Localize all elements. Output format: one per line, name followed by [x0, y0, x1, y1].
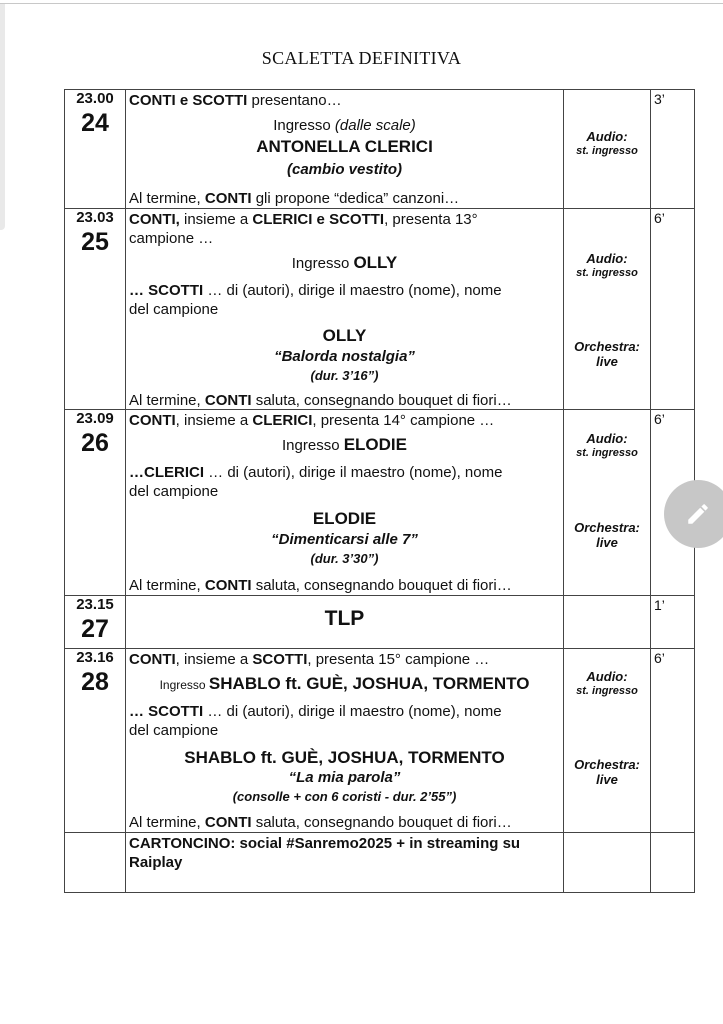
- closing-line: Al termine, CONTI saluta, consegnando bouquet di fiori…: [129, 577, 512, 594]
- content-cell: [126, 410, 564, 596]
- segment-number: 24: [81, 109, 109, 137]
- artist-name: ANTONELLA CLERICI: [256, 137, 433, 156]
- direction-line-2: del campione: [129, 301, 219, 318]
- performer-name: SHABLO ft. GUÈ, JOSHUA, TORMENTO: [184, 748, 505, 767]
- content-cell: [126, 649, 564, 833]
- audio-note: Audio: st. ingresso: [576, 669, 638, 697]
- time-cell: [65, 833, 126, 893]
- orchestra-note: Orchestra: live: [574, 520, 640, 550]
- pencil-icon: [685, 501, 711, 527]
- entrance-line: Ingresso (dalle scale): [273, 117, 416, 134]
- time-cell: [65, 209, 126, 410]
- song-duration: (consolle + con 6 coristi - dur. 2’55”): [232, 789, 457, 804]
- content-cell: [126, 596, 564, 649]
- entrance-line: Ingresso ELODIE: [282, 435, 407, 454]
- time-label: 23.16: [76, 649, 114, 666]
- technical-cell: [564, 596, 651, 649]
- table-row: [65, 209, 695, 410]
- direction-line-2: del campione: [129, 483, 219, 500]
- left-edge-tab: [0, 4, 5, 230]
- segment-number: 26: [81, 429, 109, 457]
- document-title: SCALETTA DEFINITIVA: [261, 48, 462, 68]
- segment-number: 28: [81, 668, 109, 696]
- time-label: 23.00: [76, 90, 114, 107]
- song-duration: (dur. 3’16”): [310, 368, 379, 383]
- closing-line: Al termine, CONTI gli propone “dedica” canzoni…: [129, 190, 460, 207]
- technical-cell: [564, 90, 651, 209]
- orchestra-note: Orchestra: live: [574, 757, 640, 787]
- technical-cell: [564, 649, 651, 833]
- song-title: “Dimenticarsi alle 7”: [271, 531, 418, 548]
- duration-cell: 1’: [651, 596, 695, 649]
- time-cell: [65, 90, 126, 209]
- cartoncino-note: CARTONCINO: social #Sanremo2025 + in streaming su Raiplay: [129, 835, 521, 871]
- duration-cell: [651, 833, 695, 893]
- audio-note: Audio: st. ingresso: [576, 129, 638, 157]
- time-cell: [65, 410, 126, 596]
- duration-cell: 6’: [651, 410, 695, 596]
- segment-number: 25: [81, 228, 109, 256]
- technical-cell: [564, 209, 651, 410]
- song-duration: (dur. 3’30”): [310, 551, 379, 566]
- technical-cell: [564, 410, 651, 596]
- duration-cell: 3’: [651, 90, 695, 209]
- schedule-table: [64, 89, 695, 893]
- intro-line: CONTI, insieme a CLERICI, presenta 14° campione …: [129, 412, 495, 429]
- intro-line-2: campione …: [129, 230, 214, 247]
- table-row: [65, 833, 695, 893]
- performer-name: OLLY: [322, 326, 367, 345]
- closing-line: Al termine, CONTI saluta, consegnando bouquet di fiori…: [129, 814, 512, 831]
- duration-cell: 6’: [651, 649, 695, 833]
- table-row: [65, 410, 695, 596]
- time-label: 23.15: [76, 596, 114, 613]
- direction-line-2: del campione: [129, 722, 219, 739]
- entrance-line: Ingresso OLLY: [291, 253, 398, 272]
- top-divider: [0, 3, 723, 4]
- artist-note: (cambio vestito): [286, 161, 403, 178]
- orchestra-note: Orchestra: live: [574, 339, 640, 369]
- closing-line: Al termine, CONTI saluta, consegnando bouquet di fiori…: [129, 392, 512, 409]
- intro-line: CONTI, insieme a SCOTTI, presenta 15° campione …: [129, 651, 490, 668]
- performer-name: ELODIE: [312, 509, 377, 528]
- table-row: [65, 90, 695, 209]
- table-row: [65, 596, 695, 649]
- song-title: “La mia parola”: [288, 769, 401, 786]
- technical-cell: [564, 833, 651, 893]
- direction-line: …CLERICI … di (autori), dirige il maestro (nome), nome: [129, 464, 503, 481]
- content-cell: [126, 833, 564, 893]
- table-row: [65, 649, 695, 833]
- time-label: 23.09: [76, 410, 114, 427]
- duration-cell: 6’: [651, 209, 695, 410]
- time-label: 23.03: [76, 209, 114, 226]
- content-cell: [126, 90, 564, 209]
- time-cell: [65, 596, 126, 649]
- time-cell: [65, 649, 126, 833]
- edit-button[interactable]: [664, 480, 723, 548]
- content-cell: [126, 209, 564, 410]
- intro-line: CONTI, insieme a CLERICI e SCOTTI, presenta 13°: [129, 211, 478, 228]
- intro-line: CONTI e SCOTTI presentano…: [129, 92, 342, 109]
- direction-line: … SCOTTI … di (autori), dirige il maestro (nome), nome: [129, 703, 502, 720]
- song-title: “Balorda nostalgia”: [274, 348, 415, 365]
- direction-line: … SCOTTI … di (autori), dirige il maestro (nome), nome: [129, 282, 502, 299]
- audio-note: Audio: st. ingresso: [576, 251, 638, 279]
- audio-note: Audio: st. ingresso: [576, 431, 638, 459]
- segment-label: TLP: [324, 607, 365, 630]
- entrance-line: Ingresso SHABLO ft. GUÈ, JOSHUA, TORMENTO: [159, 674, 530, 693]
- segment-number: 27: [81, 615, 109, 643]
